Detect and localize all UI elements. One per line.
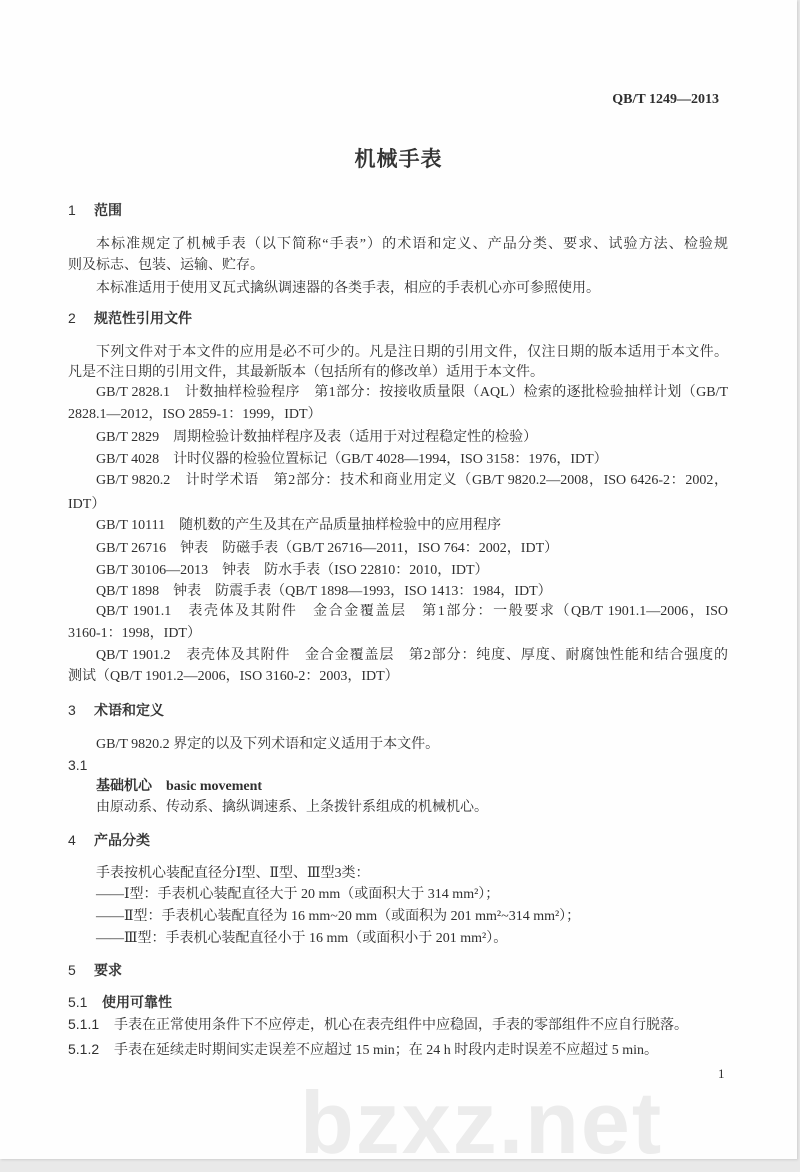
reference-item: QB/T 1901.2 表壳体及其附件 金合金覆盖层 第2部分：纯度、厚度、耐腐蚀性能和结合强度的	[96, 648, 728, 663]
document-body	[68, 201, 728, 1060]
section-2-heading: 2 规范性引用文件	[68, 310, 192, 326]
reference-item: 2828.1—2012，ISO 2859-1：1999，IDT）	[68, 407, 322, 422]
reference-item: GB/T 2829 周期检验计数抽样程序及表（适用于对过程稳定性的检验）	[96, 430, 538, 445]
section-4-heading: 4 产品分类	[68, 832, 150, 848]
clause: 5.1.1 手表在正常使用条件下不应停走，机心在表壳组件中应稳固，手表的零部组件不应自行脱落。	[68, 1016, 688, 1033]
list-item: ——Ⅲ型：手表机心装配直径小于 16 mm（或面积小于 201 mm²）。	[96, 931, 508, 946]
paragraph: 本标准规定了机械手表（以下简称“手表”）的术语和定义、产品分类、要求、试验方法、检验规	[96, 237, 728, 252]
reference-item: GB/T 9820.2 计时学术语 第2部分：技术和商业用定义（GB/T 9820.2—2008，ISO 6426-2：2002，	[96, 473, 728, 488]
reference-item: 测试（QB/T 1901.2—2006，ISO 3160-2：2003，IDT）	[68, 669, 399, 684]
subsection-heading: 5.1 使用可靠性	[68, 994, 172, 1010]
reference-item: GB/T 30106—2013 钟表 防水手表（ISO 22810：2010，IDT）	[96, 563, 489, 578]
standard-code: QB/T 1249—2013	[612, 92, 719, 107]
paragraph: GB/T 9820.2 界定的以及下列术语和定义适用于本文件。	[96, 737, 440, 752]
list-item: ——Ⅰ型：手表机心装配直径大于 20 mm（或面积大于 314 mm²）；	[96, 887, 500, 902]
reference-item: 3160-1：1998，IDT）	[68, 626, 201, 641]
term-number: 3.1	[68, 757, 88, 773]
paragraph: 则及标志、包装、运输、贮存。	[68, 258, 264, 273]
reference-item: GB/T 26716 钟表 防磁手表（GB/T 26716—2011，ISO 764：2002，IDT）	[96, 541, 559, 556]
reference-item: QB/T 1898 钟表 防震手表（QB/T 1898—1993，ISO 1413：1984，IDT）	[96, 584, 552, 599]
reference-item: IDT）	[68, 497, 106, 512]
term-heading: 基础机心 basic movement	[96, 777, 263, 794]
clause: 5.1.2 手表在延续走时期间实走误差不应超过 15 min；在 24 h 时段内走时误差不应超过 5 min。	[68, 1041, 659, 1058]
document-title: 机械手表	[354, 148, 443, 171]
reference-item: GB/T 10111 随机数的产生及其在产品质量抽样检验中的应用程序	[96, 518, 502, 533]
watermark: bzxz.net	[300, 1073, 664, 1172]
reference-item: QB/T 1901.1 表壳体及其附件 金合金覆盖层 第1部分：一般要求（QB/T 1901.1—2006，ISO	[96, 604, 728, 619]
paragraph: 手表按机心装配直径分Ⅰ型、Ⅱ型、Ⅲ型3类：	[96, 866, 370, 881]
list-item: ——Ⅱ型：手表机心装配直径为 16 mm~20 mm（或面积为 201 mm²~314 mm²）；	[96, 909, 581, 924]
page-number: 1	[718, 1066, 725, 1081]
paragraph: 本标准适用于使用叉瓦式擒纵调速器的各类手表，相应的手表机心亦可参照使用。	[96, 281, 600, 296]
reference-item: GB/T 4028 计时仪器的检验位置标记（GB/T 4028—1994，ISO 3158：1976，IDT）	[96, 452, 608, 467]
term-definition: 由原动系、传动系、擒纵调速系、上条拨针系组成的机械机心。	[96, 800, 488, 815]
section-1-heading: 1 范围	[68, 202, 122, 218]
paragraph: 凡是不注日期的引用文件，其最新版本（包括所有的修改单）适用于本文件。	[68, 365, 544, 380]
section-3-heading: 3 术语和定义	[68, 702, 164, 718]
section-5-heading: 5 要求	[68, 962, 122, 978]
reference-item: GB/T 2828.1 计数抽样检验程序 第1部分：按接收质量限（AQL）检索的逐批检验抽样计划（GB/T	[96, 385, 728, 400]
paragraph: 下列文件对于本文件的应用是必不可少的。凡是注日期的引用文件，仅注日期的版本适用于本文件。	[96, 345, 728, 360]
